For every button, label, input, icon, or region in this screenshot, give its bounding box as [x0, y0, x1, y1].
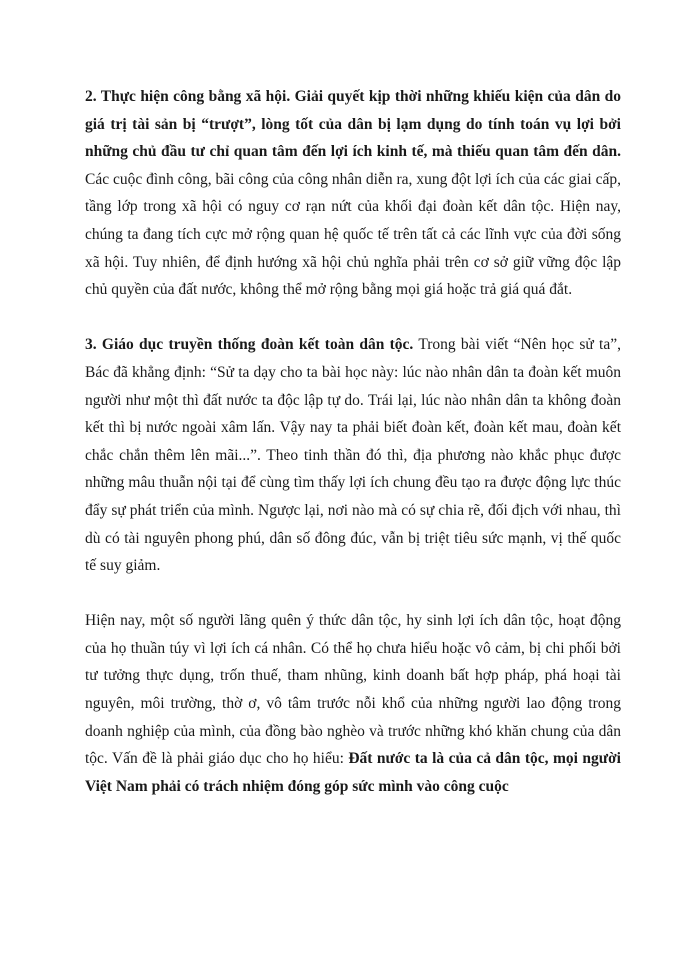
document-body — [85, 83, 621, 800]
paragraph-national-consciousness — [85, 607, 621, 800]
paragraph-emphasis: Đất nước ta là của cả dân tộc, mọi người Việt Nam phải có trách nhiệm đóng góp sức mình vào công cuộc — [85, 750, 621, 795]
paragraph-text: Trong bài viết “Nên học sử ta”, Bác đã khẳng định: “Sử ta dạy cho ta bài học này: lúc nào nhân dân ta đoàn kết muôn người như một thì đất nước ta độc lập tự do. Trái lại, lúc nào nhân dân ta không đoàn kết thì bị nước ngoài xâm lấn. Vậy nay ta phải biết đoàn kết, đoàn kết mau, đoàn kết chắc chắn thêm lên mãi...”. Theo tinh thần đó thì, địa phương nào khắc phục được những mâu thuẫn nội tại để cùng tìm thấy lợi ích chung đều tạo ra được động lực thúc đẩy sự phát triển của mình. Ngược lại, nơi nào mà có sự chia rẽ, đối địch với nhau, thì dù có tài nguyên phong phú, dân số đông đúc, vẫn bị triệt tiêu sức mạnh, vị thế quốc tế suy giảm. — [85, 336, 621, 575]
paragraph-text: Hiện nay, một số người lãng quên ý thức dân tộc, hy sinh lợi ích dân tộc, hoạt động của họ thuần túy vì lợi ích cá nhân. Có thể họ chưa hiểu hoặc vô cảm, bị chi phối bởi tư tưởng thực dụng, trốn thuế, tham nhũng, kinh doanh bất hợp pháp, phá hoại tài nguyên, môi trường, thờ ơ, vô tâm trước nỗi khổ của những người lao động trong doanh nghiệp của mình, của đồng bào nghèo và trước những khó khăn chung của dân tộc. Vấn đề là phải giáo dục cho họ hiểu: — [85, 612, 621, 768]
paragraph-national-unity — [85, 331, 621, 579]
paragraph-heading: 3. Giáo dục truyền thống đoàn kết toàn dân tộc. — [85, 336, 414, 354]
paragraph-social-justice — [85, 83, 621, 304]
paragraph-text: Các cuộc đình công, bãi công của công nhân diễn ra, xung đột lợi ích của các giai cấp, tầng lớp trong xã hội có nguy cơ rạn nứt của khối đại đoàn kết dân tộc. Hiện nay, chúng ta đang tích cực mở rộng quan hệ quốc tế trên tất cả các lĩnh vực của đời sống xã hội. Tuy nhiên, để định hướng xã hội chủ nghĩa phải trên cơ sở giữ vững độc lập chủ quyền của đất nước, không thể mở rộng bằng mọi giá hoặc trả giá quá đắt. — [85, 170, 621, 299]
paragraph-heading: 2. Thực hiện công bằng xã hội. Giải quyết kịp thời những khiếu kiện của dân do giá trị tài sản bị “trượt”, lòng tốt của dân bị lạm dụng do tính toán vụ lợi bởi những chủ đầu tư chỉ quan tâm đến lợi ích kinh tế, mà thiếu quan tâm đến dân. — [85, 88, 621, 161]
